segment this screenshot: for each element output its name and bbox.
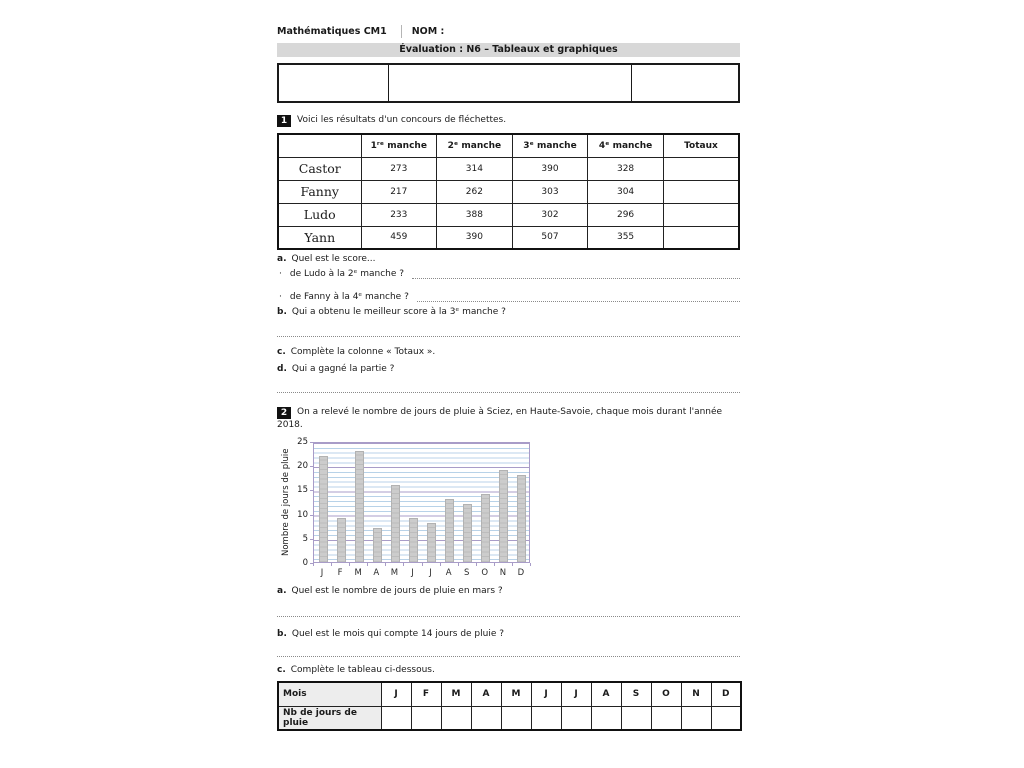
empty-value-cell: [501, 706, 531, 730]
chart-plot: [313, 442, 530, 563]
x-tick-mark: [440, 563, 441, 566]
column-header: 4ᵉ manche: [588, 134, 664, 157]
question-letter: c.: [277, 347, 286, 357]
corner-cell: [278, 134, 361, 157]
bar-J-1: [319, 456, 328, 562]
score-cell: 328: [588, 157, 664, 180]
row-header-nb-jours: Nb de jours de pluie: [278, 706, 381, 730]
x-tick-mark: [494, 563, 495, 566]
y-tick-label: 15: [297, 485, 308, 496]
empty-value-cell: [681, 706, 711, 730]
month-cell: O: [651, 682, 681, 706]
month-cell: A: [591, 682, 621, 706]
question-text: Qui a gagné la partie ?: [291, 364, 395, 374]
exercise2-heading: [277, 406, 740, 432]
empty-value-cell: [441, 706, 471, 730]
player-name: Castor: [278, 157, 361, 180]
empty-value-cell: [531, 706, 561, 730]
x-tick-mark: [331, 563, 332, 566]
x-tick-mark: [422, 563, 423, 566]
x-tick-mark: [367, 563, 368, 566]
bar-S-9: [463, 504, 472, 562]
exercise1-heading: [277, 114, 740, 127]
column-header: 3ᵉ manche: [512, 134, 588, 157]
x-tick-mark: [349, 563, 350, 566]
question-letter: a.: [277, 254, 287, 264]
score-cell: 273: [361, 157, 437, 180]
y-tick-mark: [310, 539, 313, 540]
table-row: [278, 226, 739, 249]
x-tick-label: A: [445, 568, 452, 578]
y-tick-mark: [310, 466, 313, 467]
question-letter: b.: [277, 307, 287, 317]
month-cell: J: [381, 682, 411, 706]
x-tick-label: J: [320, 568, 324, 578]
results-table: [277, 133, 740, 250]
x-tick-mark: [403, 563, 404, 566]
x-tick-mark: [385, 563, 386, 566]
x-tick-label: M: [390, 568, 399, 578]
document-header: [277, 25, 740, 38]
x-tick-mark: [458, 563, 459, 566]
answer-dotted-line: [277, 385, 740, 393]
month-cell: D: [711, 682, 741, 706]
score-cell: 390: [437, 226, 513, 249]
month-cell: A: [471, 682, 501, 706]
x-tick-label: N: [499, 568, 507, 578]
question-1a: [277, 253, 740, 266]
bar-J-7: [427, 523, 436, 562]
question-text: de Ludo à la 2ᵉ manche ?: [289, 269, 405, 279]
score-cell: 355: [588, 226, 664, 249]
question-2c: [277, 664, 740, 677]
question-1a-sub2: [277, 291, 740, 304]
grading-box: [277, 63, 740, 103]
question-2b: [277, 628, 740, 641]
month-cell: M: [501, 682, 531, 706]
score-cell: 302: [512, 203, 588, 226]
grading-box-cell: [389, 65, 632, 101]
question-text: Quel est le nombre de jours de pluie en mars ?: [291, 586, 503, 596]
bar-D-12: [517, 475, 526, 562]
player-name: Fanny: [278, 180, 361, 203]
score-cell: [663, 157, 739, 180]
answer-dotted-line: [412, 278, 740, 279]
header-divider: [401, 25, 402, 38]
x-tick-label: J: [411, 568, 414, 578]
column-header: 2ᵉ manche: [437, 134, 513, 157]
x-tick-label: M: [354, 568, 362, 578]
answer-dotted-line: [417, 301, 740, 302]
x-tick-label: S: [464, 568, 470, 578]
y-tick-mark: [310, 442, 313, 443]
bar-O-10: [481, 494, 490, 562]
question-text: Qui a obtenu le meilleur score à la 3ᵉ manche ?: [291, 307, 506, 317]
month-cell: F: [411, 682, 441, 706]
question-text: Quel est le mois qui compte 14 jours de pluie ?: [291, 629, 505, 639]
table-row: [278, 203, 739, 226]
column-header: Totaux: [663, 134, 739, 157]
empty-value-cell: [651, 706, 681, 730]
x-tick-label: J: [429, 568, 432, 578]
score-cell: 296: [588, 203, 664, 226]
results-table-head-row: [278, 134, 739, 157]
bar-N-11: [499, 470, 508, 562]
x-tick-label: O: [481, 568, 489, 578]
completion-table-months-row: [278, 682, 741, 706]
completion-table-values-row: [278, 706, 741, 730]
month-cell: S: [621, 682, 651, 706]
x-tick-label: D: [517, 568, 525, 578]
exercise2-intro: On a relevé le nombre de jours de pluie à Sciez, en Haute-Savoie, chaque mois durant l'année 2018.: [277, 407, 723, 430]
worksheet-content: [277, 0, 740, 768]
question-letter: c.: [277, 665, 286, 675]
table-row: [278, 180, 739, 203]
question-letter: d.: [277, 364, 287, 374]
completion-table: [277, 681, 742, 731]
bar-M-5: [391, 485, 400, 562]
score-cell: [663, 180, 739, 203]
x-tick-label: F: [337, 568, 343, 578]
bar-A-4: [373, 528, 382, 562]
exercise1-intro: Voici les résultats d'un concours de fléchettes.: [297, 115, 507, 125]
question-1c: [277, 346, 740, 359]
score-cell: [663, 226, 739, 249]
y-tick-label: 25: [297, 437, 308, 447]
empty-value-cell: [381, 706, 411, 730]
score-cell: 217: [361, 180, 437, 203]
question-2a: [277, 585, 740, 598]
y-tick-label: 5: [302, 533, 308, 544]
player-name: Yann: [278, 226, 361, 249]
question-text: Complète le tableau ci-dessous.: [290, 665, 435, 675]
empty-value-cell: [561, 706, 591, 730]
bullet: ·: [279, 292, 282, 302]
question-1b: [277, 306, 740, 319]
month-cell: J: [561, 682, 591, 706]
score-cell: 459: [361, 226, 437, 249]
score-cell: 304: [588, 180, 664, 203]
x-tick-mark: [530, 563, 531, 566]
score-cell: 233: [361, 203, 437, 226]
column-header: 1ʳᵉ manche: [361, 134, 437, 157]
grading-box-cell: [279, 65, 389, 101]
empty-value-cell: [621, 706, 651, 730]
answer-dotted-line: [277, 329, 740, 337]
month-cell: N: [681, 682, 711, 706]
player-name: Ludo: [278, 203, 361, 226]
answer-dotted-line: [277, 649, 740, 657]
empty-value-cell: [591, 706, 621, 730]
grading-box-cell: [632, 65, 738, 101]
name-label: NOM :: [411, 26, 445, 37]
x-tick-mark: [476, 563, 477, 566]
course-title: Mathématiques CM1: [277, 26, 387, 37]
y-axis-title: Nombre de jours de pluie: [281, 448, 291, 557]
evaluation-banner: Évaluation : N6 – Tableaux et graphiques: [277, 43, 740, 57]
question-letter: a.: [277, 586, 287, 596]
y-tick-label: 0: [302, 558, 308, 568]
exercise2-number-badge: 2: [277, 407, 291, 419]
x-axis-labels: [313, 568, 530, 580]
exercise1-number-badge: 1: [277, 115, 291, 127]
x-tick-mark: [313, 563, 314, 566]
bullet: ·: [279, 269, 282, 279]
bar-F-2: [337, 518, 346, 562]
y-tick-mark: [310, 490, 313, 491]
bar-J-6: [409, 518, 418, 562]
y-tick-mark: [310, 515, 313, 516]
empty-value-cell: [471, 706, 501, 730]
question-text: Complète la colonne « Totaux ».: [290, 347, 436, 357]
x-tick-label: A: [373, 568, 380, 578]
question-1a-sub1: [277, 268, 740, 281]
month-cell: J: [531, 682, 561, 706]
y-tick-label: 10: [297, 509, 308, 520]
y-tick-label: 20: [297, 461, 308, 472]
question-letter: b.: [277, 629, 287, 639]
rain-bar-chart: [277, 437, 740, 582]
empty-value-cell: [711, 706, 741, 730]
row-header-mois: Mois: [278, 682, 381, 706]
score-cell: 507: [512, 226, 588, 249]
score-cell: 388: [437, 203, 513, 226]
results-table-body: [278, 157, 739, 249]
score-cell: 314: [437, 157, 513, 180]
score-cell: [663, 203, 739, 226]
x-tick-mark: [512, 563, 513, 566]
question-text: de Fanny à la 4ᵉ manche ?: [289, 292, 409, 302]
month-cell: M: [441, 682, 471, 706]
question-text: Quel est le score...: [291, 254, 376, 264]
score-cell: 390: [512, 157, 588, 180]
score-cell: 262: [437, 180, 513, 203]
score-cell: 303: [512, 180, 588, 203]
answer-dotted-line: [277, 609, 740, 617]
bar-M-3: [355, 451, 364, 562]
empty-value-cell: [411, 706, 441, 730]
bar-A-8: [445, 499, 454, 562]
question-1d: [277, 363, 740, 376]
table-row: [278, 157, 739, 180]
